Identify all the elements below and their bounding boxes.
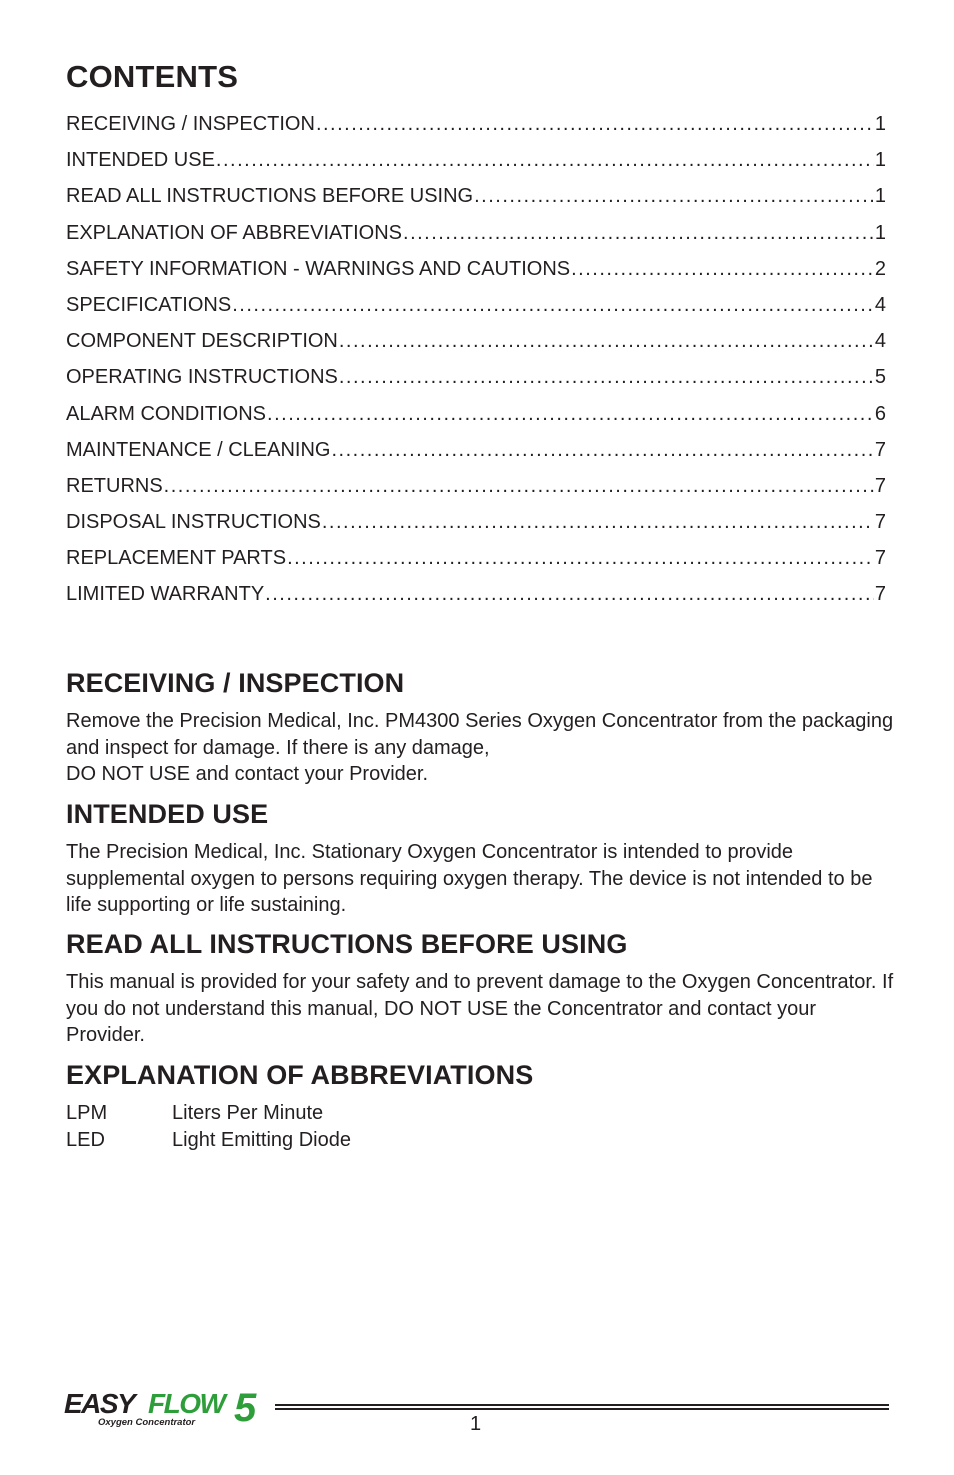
section-body: The Precision Medical, Inc. Stationary Oxygen Concentrator is intended to provide supplemental oxygen to persons requiring oxygen therapy. The device is not intended to be life supporting or life sustaining.: [66, 841, 873, 916]
toc-entry[interactable]: [66, 511, 886, 547]
table-of-contents: [66, 113, 886, 620]
toc-entry-page: 1: [874, 185, 886, 208]
toc-leader-dots: [216, 149, 874, 172]
toc-leader-dots: [474, 185, 874, 208]
section-read-all-instructions: [66, 929, 896, 1049]
logo-wordmark-flow: FLOW: [148, 1388, 225, 1419]
footer-rule: [275, 1404, 889, 1406]
abbreviation-row: [66, 1100, 896, 1127]
toc-entry[interactable]: [66, 113, 886, 149]
toc-entry-label: SAFETY INFORMATION - WARNINGS AND CAUTIONS: [66, 257, 571, 280]
logo-wordmark-five: 5: [234, 1386, 257, 1429]
easyflow5-logo: [62, 1385, 267, 1429]
toc-entry[interactable]: [66, 258, 886, 294]
section-body-text: Remove the Precision Medical, Inc. PM4300 Series Oxygen Concentrator from the packaging and inspect for damage. If there is any damage,: [66, 710, 894, 759]
toc-entry-label: LIMITED WARRANTY: [66, 583, 265, 606]
toc-entry-page: 2: [874, 257, 886, 280]
toc-entry-label: READ ALL INSTRUCTIONS BEFORE USING: [66, 185, 474, 208]
toc-leader-dots: [339, 330, 874, 353]
page-footer: [62, 1385, 890, 1445]
section-body: This manual is provided for your safety and to prevent damage to the Oxygen Concentrator. If you do not understand this manual, DO NOT USE the Concentrator and contact your Provider.: [66, 971, 894, 1046]
contents-title: CONTENTS: [66, 59, 239, 94]
toc-entry-label: SPECIFICATIONS: [66, 293, 232, 316]
abbreviation-definition: Liters Per Minute: [172, 1102, 324, 1124]
toc-entry-label: REPLACEMENT PARTS: [66, 547, 287, 570]
toc-entry[interactable]: [66, 222, 886, 258]
toc-leader-dots: [232, 294, 874, 317]
toc-leader-dots: [571, 258, 874, 281]
toc-entry-label: RECEIVING / INSPECTION: [66, 113, 315, 135]
logo-wordmark-easy: EASY: [64, 1388, 135, 1419]
abbreviation-term: LED: [66, 1129, 105, 1151]
toc-entry-label: DISPOSAL INSTRUCTIONS: [66, 511, 321, 534]
toc-entry-page: 5: [874, 366, 886, 389]
toc-leader-dots: [316, 113, 874, 136]
footer-rule: [275, 1408, 889, 1410]
abbreviation-term: LPM: [66, 1102, 108, 1124]
toc-leader-dots: [267, 403, 874, 426]
section-heading: RECEIVING / INSPECTION: [66, 668, 405, 698]
toc-entry[interactable]: [66, 547, 886, 583]
toc-entry-label: MAINTENANCE / CLEANING: [66, 438, 331, 461]
section-heading: READ ALL INSTRUCTIONS BEFORE USING: [66, 929, 628, 959]
toc-entry[interactable]: [66, 403, 886, 439]
toc-entry-page: 4: [874, 293, 886, 316]
toc-entry-label: OPERATING INSTRUCTIONS: [66, 366, 338, 389]
section-heading: EXPLANATION OF ABBREVIATIONS: [66, 1060, 534, 1090]
toc-entry-label: EXPLANATION OF ABBREVIATIONS: [66, 221, 403, 244]
section-intended-use: [66, 799, 896, 919]
toc-entry[interactable]: [66, 330, 886, 366]
section-abbreviations: [66, 1060, 896, 1154]
toc-entry-label: RETURNS: [66, 474, 163, 497]
toc-entry[interactable]: [66, 366, 886, 402]
toc-entry-page: 6: [874, 402, 886, 425]
toc-entry-page: 7: [874, 474, 886, 497]
toc-entry-page: 7: [874, 583, 886, 606]
toc-entry[interactable]: [66, 583, 886, 619]
toc-entry-label: INTENDED USE: [66, 149, 215, 172]
logo-subtitle: Oxygen Concentrator: [98, 1417, 196, 1428]
toc-entry[interactable]: [66, 439, 886, 475]
toc-entry-label: COMPONENT DESCRIPTION: [66, 330, 338, 353]
toc-leader-dots: [322, 511, 874, 534]
toc-leader-dots: [331, 439, 873, 462]
toc-entry[interactable]: [66, 149, 886, 185]
toc-leader-dots: [287, 547, 874, 570]
toc-leader-dots: [265, 583, 874, 606]
toc-entry-page: 7: [874, 511, 886, 534]
toc-entry[interactable]: [66, 185, 886, 221]
page-number: 1: [470, 1413, 482, 1435]
toc-entry-page: 7: [874, 438, 886, 461]
toc-leader-dots: [403, 222, 874, 245]
toc-entry-page: 1: [874, 149, 886, 172]
abbreviations-list: [66, 1100, 896, 1154]
toc-leader-dots: [164, 475, 874, 498]
section-body-text: DO NOT USE and contact your Provider.: [66, 763, 429, 785]
toc-leader-dots: [339, 366, 874, 389]
toc-entry[interactable]: [66, 294, 886, 330]
toc-entry-page: 7: [874, 547, 886, 570]
section-receiving-inspection: [66, 668, 896, 788]
abbreviation-definition: Light Emitting Diode: [172, 1129, 351, 1151]
toc-entry-page: 4: [874, 330, 886, 353]
abbreviation-row: [66, 1127, 896, 1154]
toc-entry[interactable]: [66, 475, 886, 511]
toc-entry-page: 1: [874, 221, 886, 244]
section-body: [66, 708, 896, 788]
toc-entry-page: 1: [874, 113, 886, 135]
section-heading: INTENDED USE: [66, 799, 269, 829]
toc-entry-label: ALARM CONDITIONS: [66, 402, 267, 425]
